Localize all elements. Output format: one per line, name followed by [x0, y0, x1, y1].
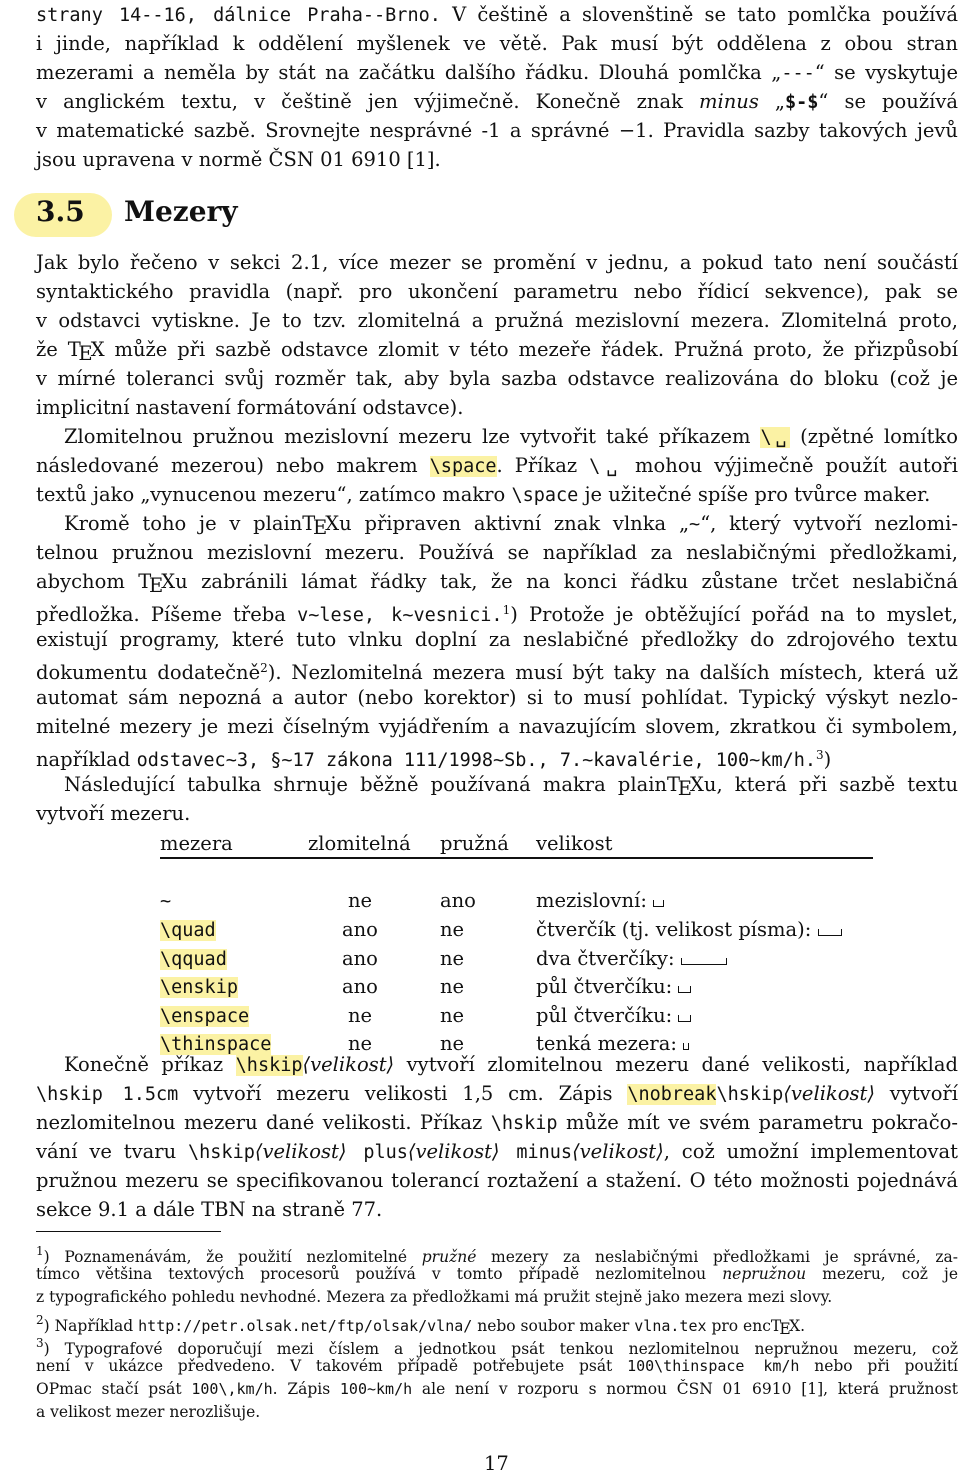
text-line: Následující tabulka shrnuje běžně používaná makra plainT$_E$Xu, která při sazbě textu — [64, 773, 959, 801]
page-number: 17 — [484, 1452, 509, 1475]
footnote: $^1$) Poznamenávám, že použití nezlomitelné pružné mezery za neslabičnými předložkami je správné, za- — [36, 1244, 958, 1266]
table-row: \enskip ano ne půl čtverčíku: — [160, 972, 842, 1001]
footnote-line: není v ukázce předvedeno. V takovém případě potřebujete psát 100\thinspace km/h nebo při použití — [36, 1357, 959, 1375]
text-line: Konečně příkaz \hskip⟨velikost⟩ vytvoří zlomitelnou mezeru dané velikosti, například — [64, 1053, 958, 1076]
text-line: \hskip 1.5cm vytvoří mezeru velikosti 1,5 cm. Zápis \nobreak\hskip⟨velikost⟩ vytvoří — [36, 1082, 958, 1105]
text-line: abychom $T_EXu$ zabránili lámat řádky tak, že na konci řádku zůstane trčet neslabičná — [36, 570, 958, 598]
column-header: zlomitelná — [308, 831, 411, 855]
table-row: \quad ano ne čtverčík (tj. velikost písma): — [160, 915, 842, 944]
footnote-line: a velikost mezer nerozlišuje. — [36, 1403, 261, 1421]
footnote-ref: 3 — [816, 748, 824, 762]
text-line: pružnou mezeru se specifikovanou tolerancí roztažení a stažení. O této možnosti pojednává — [36, 1169, 958, 1192]
footnote-ref: 1 — [502, 603, 511, 617]
table-row: ~ ne ano mezislovní: — [160, 887, 842, 916]
text-line: vání ve tvaru \hskip⟨velikost⟩ plus⟨velikost⟩ minus⟨velikost⟩, což umožní implementovat — [36, 1140, 958, 1163]
table-row: \enspace ne ne půl čtverčíku: — [160, 1001, 842, 1030]
text-line: například odstavec~3, §~17 zákona 111/1998~Sb., 7.~kavalérie, 100~km/h.$^3$) — [36, 748, 832, 771]
text-line: strany 14--16, dálnice Praha--Brno. V češtině a slovenštině se tato pomlčka používá — [36, 3, 959, 26]
footnote-line: z typografického pohledu nevhodné. Mezera za předložkami má pružit stejně jako mezera mezi slovy. — [36, 1288, 833, 1306]
text-line: v mírné toleranci svůj rozměr tak, aby byla sazba odstavce realizována do bloku (což je — [36, 367, 958, 390]
text-line: existují programy, které tuto vlnku doplní za neslabičné předložky do zdrojového textu — [36, 628, 958, 651]
section-number: 3.5 — [36, 195, 85, 228]
space-sample — [678, 1015, 691, 1022]
text-line: v matematické sazbě. Srovnejte nesprávné -1 a správné −1. Pravidla sazby takových jevů — [36, 119, 958, 142]
tex-logo: $T_EX$ — [67, 338, 105, 366]
text-line: Jak bylo řečeno v sekci 2.1, více mezer se promění v jednu, a pokud tato není součástí — [36, 251, 958, 274]
text-line: automat sám nepozná a autor (nebo korektor) si to musí pohlídat. Typický výskyt nezlo- — [36, 686, 958, 709]
table-header-row — [160, 828, 842, 858]
text-line: syntaktického pravidla (např. pro ukončení parametru nebo řídicí sekvence), pak se — [36, 280, 958, 303]
column-header: pružná — [440, 831, 509, 855]
space-sample — [678, 986, 691, 993]
space-sample — [653, 900, 664, 907]
space-sample — [681, 958, 727, 965]
text-line: jsou upravena v normě ČSN 01 6910 [1]. — [36, 148, 441, 171]
table-row: \thinspace ne ne tenká mezera: — [160, 1030, 842, 1059]
table-rule — [160, 857, 873, 859]
text-line: dokumentu dodatečně$^2$). Nezlomitelná mezera musí být taky na dalších místech, která už — [36, 661, 958, 684]
text-line: předložka. Píšeme třeba v~lese, k~vesnici.$^1$) Protože je obtěžující pořád na to myslet, — [36, 603, 959, 626]
footnote-ref: 2 — [260, 661, 268, 675]
table-row: \qquad ano ne dva čtverčíky: — [160, 944, 842, 973]
text-line: vytvoří mezeru. — [36, 802, 191, 825]
text-line: následované mezerou) nebo makrem \space. Příkaz \␣ mohou výjimečně použít autoři — [36, 454, 958, 477]
footnote-rule — [36, 1231, 221, 1232]
column-header: velikost — [536, 831, 613, 855]
text-line: nezlomitelnou mezeru dané velikosti. Příkaz \hskip může mít ve svém parametru pokračo- — [36, 1111, 958, 1134]
text-line: Zlomitelnou pružnou mezislovní mezeru lze vytvořit také příkazem \␣ (zpětné lomítko — [64, 425, 958, 448]
footnote: $^2$) Například http://petr.olsak.net/ftp/olsak/vlna/ nebo soubor maker vlna.tex pro encT$_E$X. — [36, 1313, 806, 1339]
footnote-line: tímco většina textových procesorů používá v tomto případě nezlomitelnou nepružnou mezeru, což je — [36, 1265, 959, 1283]
footnote: $^3$) Typografové doporučují mezi číslem a jednotkou psát tenkou nezlomitelnou nepružnou mezeru, což — [36, 1336, 958, 1358]
text-line: textů jako „vynucenou mezeru“, zatímco makro \space je užitečné spíše pro tvůrce maker. — [36, 483, 931, 506]
column-header: mezera — [160, 831, 233, 855]
spaces-table — [160, 828, 842, 1058]
text-line: v odstavci vytiskne. Je to tzv. zlomitelná a pružná mezislovní mezera. Zlomitelná proto, — [36, 309, 958, 332]
section-title: Mezery — [124, 195, 238, 228]
text-line: sekce 9.1 a dále TBN na straně 77. — [36, 1198, 383, 1221]
text-line: mitelné mezery je mezi číselným vyjádřením a navazujícím slovem, zkratkou či symbolem, — [36, 715, 958, 738]
space-sample — [818, 929, 842, 936]
text-line: implicitní nastavení formátování odstavce). — [36, 396, 464, 419]
text-line: Kromě toho je v plainT$_E$Xu připraven aktivní znak vlnka „~“, který vytvoří nezlomi- — [64, 512, 958, 540]
text-line: telnou pružnou mezislovní mezeru. Používá se například za neslabičnými předložkami, — [36, 541, 958, 564]
text-line: mezerami a neměla by stát na začátku dalšího řádku. Dlouhá pomlčka „---“ se vyskytuje — [36, 61, 958, 84]
text-line: i jinde, například k oddělení myšlenek ve větě. Pak musí být oddělena z obou stran — [36, 32, 958, 55]
text-line: že $T_EX$ může při sazbě odstavce zlomit v této mezeře řádek. Pružná proto, že přizpůsobí — [36, 338, 958, 366]
text-line: v anglickém textu, v češtině jen výjimečně. Konečně znak minus „$-$“ se používá — [36, 90, 958, 113]
footnote-line: OPmac stačí psát 100\,km/h. Zápis 100~km/h ale není v rozporu s normou ČSN 01 6910 [1], která pružnost — [36, 1380, 958, 1398]
